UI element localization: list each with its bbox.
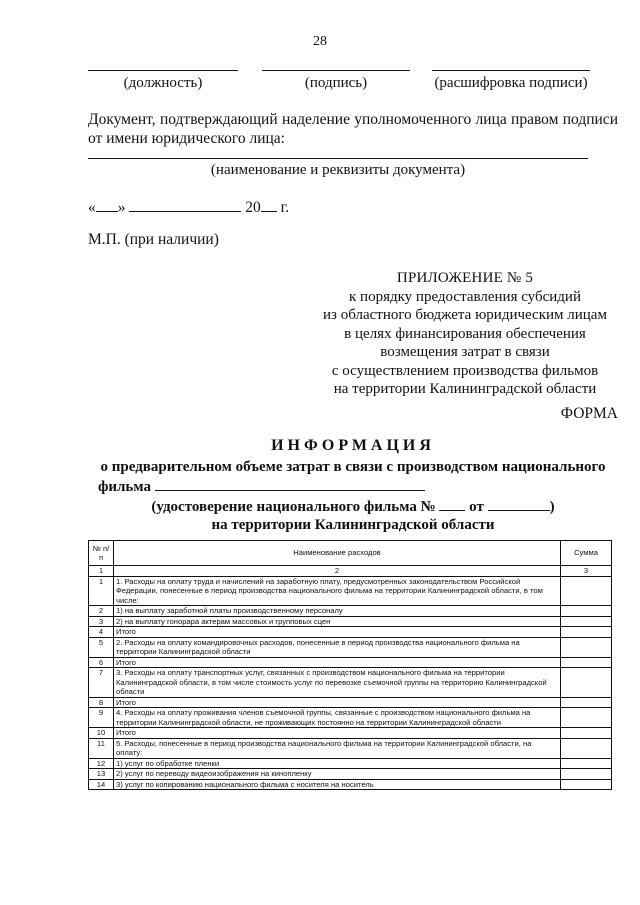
row-sum-cell[interactable]: [561, 606, 612, 617]
row-number: 4: [89, 627, 114, 638]
index-cell: 1: [89, 566, 114, 577]
row-number: 13: [89, 769, 114, 780]
position-label: (должность): [123, 75, 203, 91]
header-name: Наименование расходов: [114, 541, 561, 566]
index-cell: 2: [114, 566, 561, 577]
info-title: ИНФОРМАЦИЯ: [271, 437, 435, 454]
certificate-number-blank: [439, 496, 465, 511]
row-number: 8: [89, 697, 114, 708]
info-subtitle: о предварительном объеме затрат в связи с производством национального фильма (удостоверение национального фильма № от ) на территории Калининградской области: [88, 458, 618, 534]
table-row: [89, 758, 612, 769]
costs-table: [88, 540, 612, 790]
row-sum-cell[interactable]: [561, 697, 612, 708]
row-number: 3: [89, 616, 114, 627]
row-number: 11: [89, 738, 114, 758]
form-label: ФОРМА: [560, 405, 618, 422]
decoding-line: [432, 70, 590, 71]
appendix-line: возмещения затрат в связи: [380, 344, 550, 360]
info-line-3-from: от: [469, 499, 484, 515]
table-row: [89, 616, 612, 627]
open-quote: «: [88, 199, 96, 216]
table-row: [89, 576, 612, 606]
signature-label: (подпись): [304, 75, 368, 91]
index-cell: 3: [561, 566, 612, 577]
row-sum-cell[interactable]: [561, 657, 612, 668]
row-text: 3) услуг по копированию национального фильма с носителя на носитель: [114, 779, 561, 790]
row-text: 2) услуг по переводу видеоизображения на кинопленку: [114, 769, 561, 780]
row-text: 1) на выплату заработной платы производственному персоналу: [114, 606, 561, 617]
row-number: 9: [89, 708, 114, 728]
row-number: 6: [89, 657, 114, 668]
decoding-label: (расшифровка подписи): [434, 75, 588, 91]
day-blank: [96, 197, 118, 212]
document-line: [88, 158, 588, 159]
row-sum-cell[interactable]: [561, 576, 612, 606]
info-line-3: (удостоверение национального фильма №: [151, 499, 436, 515]
table-row: [89, 627, 612, 638]
table-row: [89, 708, 612, 728]
month-blank: [129, 197, 241, 212]
row-sum-cell[interactable]: [561, 627, 612, 638]
row-text: 3. Расходы на оплату транспортных услуг, связанных с производством национального фильма на территории Калининградской области, в том числе стоимость услуг по перевозке съемочной группы на территорию Калининградской области: [114, 668, 561, 698]
row-number: 7: [89, 668, 114, 698]
row-sum-cell[interactable]: [561, 668, 612, 698]
year-blank: [261, 197, 277, 212]
appendix-line: в целях финансирования обеспечения: [344, 325, 586, 342]
position-line: [88, 70, 238, 71]
row-number: 12: [89, 758, 114, 769]
row-text: 4. Расходы на оплату проживания членов съемочной группы, связанные с производством национального фильма на территории Калининградской области, не проживающих постоянно на территории Калининградской области: [114, 708, 561, 728]
date-row: [88, 197, 289, 217]
row-number: 14: [89, 779, 114, 790]
film-name-blank: [155, 476, 425, 491]
row-sum-cell[interactable]: [561, 708, 612, 728]
row-text: 2) на выплату гонорара актерам массовых и групповых сцен: [114, 616, 561, 627]
page-number: 28: [313, 34, 327, 49]
table-row: [89, 738, 612, 758]
row-sum-cell[interactable]: [561, 738, 612, 758]
info-line-1: о предварительном объеме затрат в связи с производством национального: [100, 459, 606, 475]
row-text: Итого: [114, 657, 561, 668]
row-sum-cell[interactable]: [561, 637, 612, 657]
row-sum-cell[interactable]: [561, 728, 612, 739]
table-row: [89, 606, 612, 617]
info-line-2: фильма: [98, 479, 151, 495]
table-row: [89, 779, 612, 790]
info-line-4: на территории Калининградской области: [211, 517, 495, 533]
appendix-line: к порядку предоставления субсидий: [349, 288, 581, 305]
close-quote: »: [117, 199, 126, 216]
row-sum-cell[interactable]: [561, 779, 612, 790]
table-row: [89, 769, 612, 780]
row-text: 1) услуг по обработке пленки: [114, 758, 561, 769]
header-num: № п/п: [89, 541, 114, 566]
document-label: (наименование и реквизиты документа): [210, 162, 466, 178]
row-text: Итого: [114, 627, 561, 638]
table-row: [89, 668, 612, 698]
row-sum-cell[interactable]: [561, 616, 612, 627]
row-text: Итого: [114, 697, 561, 708]
appendix-line: на территории Калининградской области: [333, 381, 597, 397]
index-row: [89, 566, 612, 577]
row-number: 1: [89, 576, 114, 606]
row-text: 5. Расходы, понесенные в период производства национального фильма на территории Калининградской области, на оплату:: [114, 738, 561, 758]
signature-line: [262, 70, 410, 71]
row-number: 2: [89, 606, 114, 617]
year-suffix: г.: [280, 199, 290, 216]
row-number: 10: [89, 728, 114, 739]
appendix-line: с осуществлением производства фильмов: [331, 362, 599, 379]
table-row: [89, 657, 612, 668]
row-text: 1. Расходы на оплату труда и начислений на заработную плату, предусмотренных законодательством Российской Федерации, понесенные в период производства национального фильма на территории Калининградской области, в том числе:: [114, 576, 561, 606]
row-sum-cell[interactable]: [561, 758, 612, 769]
table-row: [89, 728, 612, 739]
row-number: 5: [89, 637, 114, 657]
row-sum-cell[interactable]: [561, 769, 612, 780]
appendix-block: [300, 269, 630, 399]
row-text: 2. Расходы на оплату командировочных расходов, понесенные в период производства национального фильма на территории Калининградской области: [114, 637, 561, 657]
table-row: [89, 697, 612, 708]
stamp-note: М.П. (при наличии): [88, 231, 219, 248]
appendix-title: ПРИЛОЖЕНИЕ № 5: [396, 270, 534, 286]
row-text: Итого: [114, 728, 561, 739]
authority-paragraph: Документ, подтверждающий наделение уполномоченного лица правом подписи от имени юридического лица:: [88, 111, 618, 147]
appendix-line: из областного бюджета юридическим лицам: [323, 307, 607, 323]
header-sum: Сумма: [561, 541, 612, 566]
table-row: [89, 637, 612, 657]
date-blank: [488, 496, 550, 511]
year-prefix: 20: [245, 199, 261, 216]
